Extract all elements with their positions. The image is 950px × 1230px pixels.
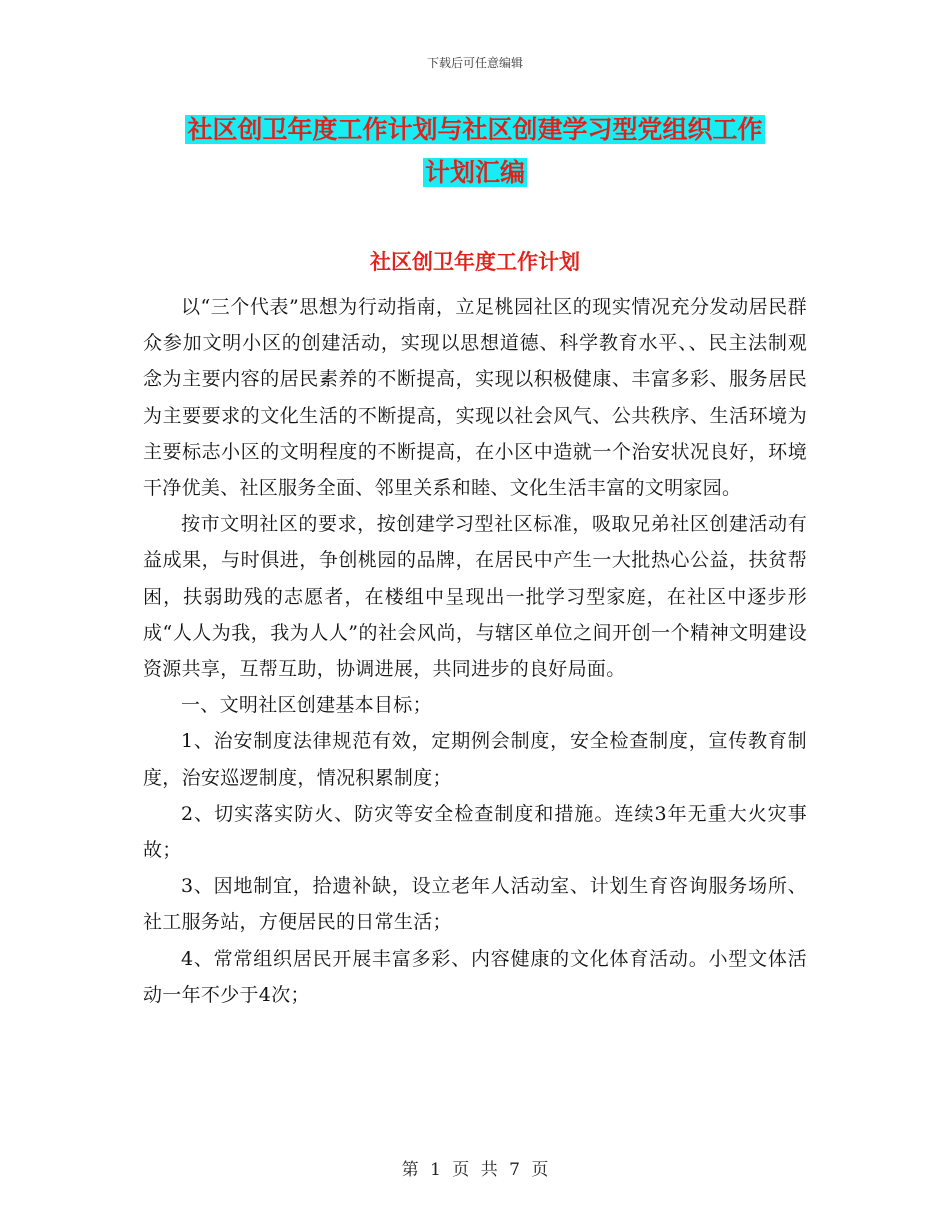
paragraph: 按市文明社区的要求，按创建学习型社区标准，吸取兄弟社区创建活动有益成果，与时俱进，争创桃园的品牌，在居民中产生一大批热心公益，扶贫帮困，扶弱助残的志愿者，在楼组中呈现出一批学习型家庭，在社区中逐步形成“人人为我，我为人人”的社会风尚，与辖区单位之间开创一个精神文明建设资源共享，互帮互助，协调进展，共同进步的良好局面。 xyxy=(143,513,807,681)
paragraph: 以“三个代表”思想为行动指南，立足桃园社区的现实情况充分发动居民群众参加文明小区的创建活动，实现以思想道德、科学教育水平、、民主法制观念为主要内容的居民素养的不断提高，实现以积极健康、丰富多彩、服务居民为主要要求的文化生活的不断提高，实现以社会风气、公共秩序、生活环境为主要标志小区的文明程度的不断提高，在小区中造就一个治安状况良好，环境干净优美、社区服务全面、邻里关系和睦、文化生活丰富的文明家园。 xyxy=(143,296,807,500)
document-body xyxy=(143,289,807,1013)
paragraph: 3、因地制宜，拾遗补缺，设立老年人活动室、计划生育咨询服务场所、社工服务站，方便居民的日常生活； xyxy=(143,875,807,934)
title-highlight: 社区创卫年度工作计划与社区创建学习型党组织工作 xyxy=(187,115,763,144)
section-title: 社区创卫年度工作计划 xyxy=(370,250,580,274)
page-header-note: 下载后可任意编辑 xyxy=(426,56,523,70)
paragraph: 1、治安制度法律规范有效，定期例会制度，安全检查制度，宣传教育制度，治安巡逻制度，情况积累制度； xyxy=(143,730,807,789)
document-title-line-2 xyxy=(0,155,950,191)
document-title-line-1 xyxy=(0,112,950,148)
title-highlight: 计划汇编 xyxy=(424,158,525,187)
paragraph: 4、常常组织居民开展丰富多彩、内容健康的文化体育活动。小型文体活动一年不少于4次； xyxy=(143,947,807,1006)
paragraph: 2、切实落实防火、防灾等安全检查制度和措施。连续3年无重大火灾事故； xyxy=(143,802,807,862)
page-number: 第 1 页 共 7 页 xyxy=(401,1160,549,1180)
paragraph: 一、文明社区创建基本目标； xyxy=(181,694,432,717)
